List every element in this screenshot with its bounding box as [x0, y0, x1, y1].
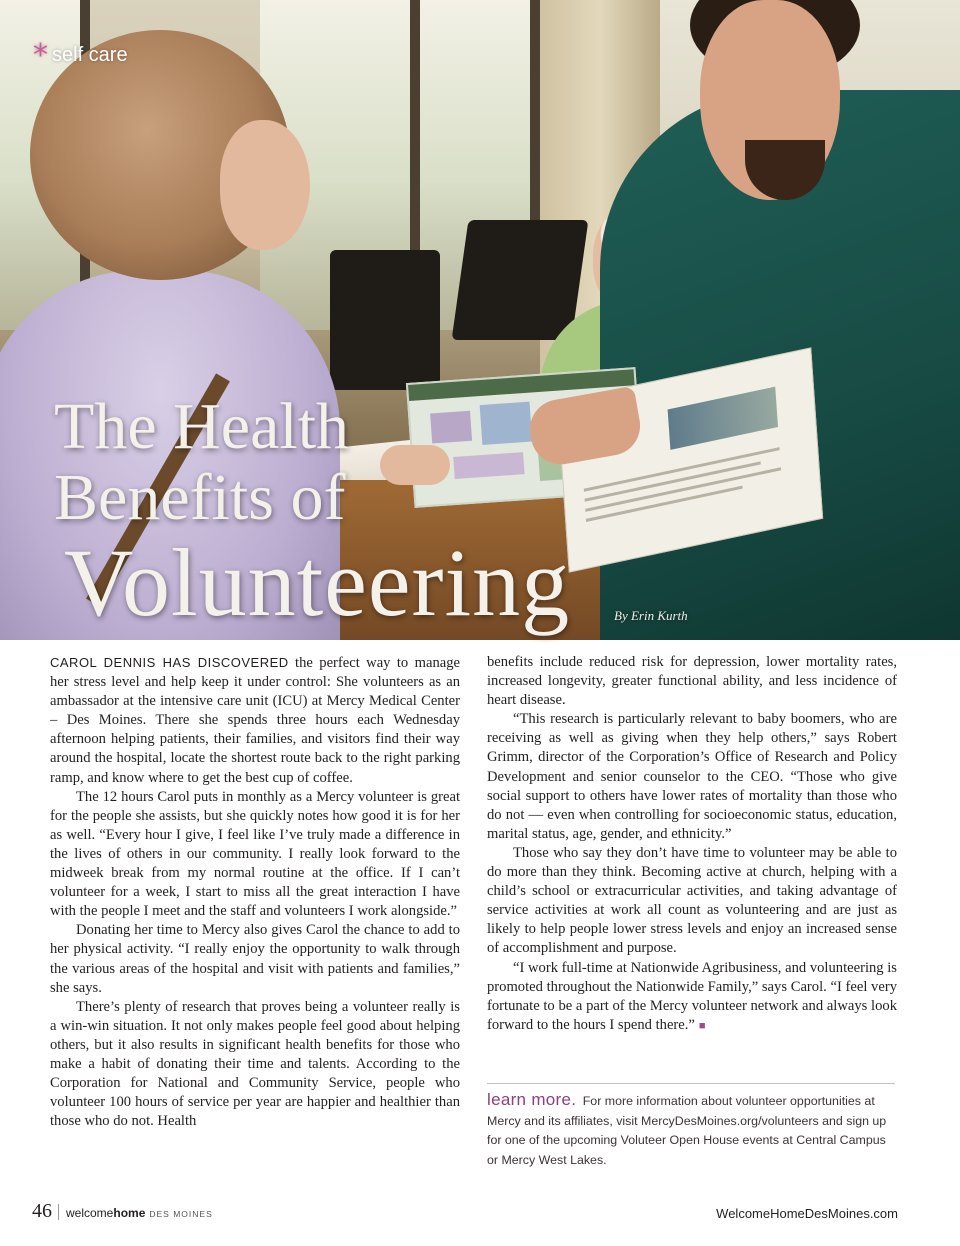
divider — [58, 1204, 59, 1220]
article-column-left — [50, 653, 460, 1131]
page-footer — [32, 1200, 898, 1230]
lead-in: CAROL DENNIS HAS DISCOVERED — [50, 655, 289, 670]
asterisk-icon: * — [33, 37, 48, 73]
pub-city: DES MOINES — [149, 1209, 213, 1219]
woman-volunteer-face — [220, 120, 310, 250]
title-line-1: The Health — [54, 390, 350, 463]
article-title — [54, 390, 571, 636]
website-link[interactable]: WelcomeHomeDesMoines.com — [716, 1206, 898, 1221]
paragraph — [487, 959, 897, 1036]
paragraph: There’s plenty of research that proves being a volunteer really is a win-win situation. It not only makes people feel good about helping others, but it also results in significant health benefits for those who make a habit of donating their time and talents. According to the Corporation for National and Community Service, people who volunteer 100 hours of service per year are happier and healthier than those who do not. Health — [50, 998, 460, 1130]
divider — [487, 1083, 895, 1084]
paragraph-text: the perfect way to manage her stress level and help keep it under control: She volunteers as an ambassador at the intensive care unit (ICU) at Mercy Medical Center – Des Moines. There she spends three hours each Wednesday afternoon helping patients, their families, and visitors find their way around the hospital, locate the shortest route back to the right parking ramp, and know where to get the best cup of coffee. — [50, 655, 460, 786]
title-line-2: Benefits of — [54, 461, 346, 534]
chair — [330, 250, 440, 390]
paragraph — [50, 653, 460, 788]
title-line-3: Volunteering — [64, 529, 571, 636]
page-number: 46 — [32, 1200, 52, 1222]
byline: By Erin Kurth — [614, 608, 688, 623]
chair — [452, 220, 589, 340]
learn-more-box — [487, 1090, 897, 1170]
paragraph: Donating her time to Mercy also gives Carol the chance to add to her physical activity. “I really enjoy the opportunity to walk through the various areas of the hospital and visit with patients and families,” she says. — [50, 922, 460, 996]
learn-more-heading: learn more. — [487, 1090, 577, 1109]
section-label — [33, 37, 128, 73]
learn-more-text: For more information about volunteer opportunities at Mercy and its affiliates, visit MercyDesMoines.org/volunteers and sign up for one of the upcoming Voluteer Open House events at Central Campus or Mercy West Lakes. — [487, 1094, 887, 1167]
paragraph: benefits include reduced risk for depression, lower mortality rates, increased longevity, greater functional ability, and less incidence of heart disease. — [487, 654, 897, 709]
publication-name — [66, 1206, 213, 1220]
paragraph: The 12 hours Carol puts in monthly as a Mercy volunteer is great for the people she assists, but she quickly notes how good it is for her as well. “Every hour I give, I feel like I’ve truly made a difference in the lives of others in our community. I really look forward to the midweek break from my normal routine at the office. If I can’t volunteer for a week, I start to miss all the great interaction I have with the people I meet and the staff and volunteers I work alongside.” — [50, 788, 460, 920]
article-column-right — [487, 653, 897, 1036]
pub-bold: home — [113, 1206, 146, 1220]
pub-prefix: welcome — [66, 1206, 114, 1220]
paragraph: Those who say they don’t have time to volunteer may be able to do more than they think. Becoming active at church, helping with a child’s school or extracurricular activities, and taking advantage of service activities at work all count as volunteering and are just as likely to help people lower stress levels and enjoy an increased sense of accomplishment and purpose. — [487, 844, 897, 957]
section-label-text: self care — [52, 44, 128, 66]
paragraph: “This research is particularly relevant to baby boomers, who are receiving as well as giving when they help others,” says Robert Grimm, director of the Corporation’s Office of Research and Policy Development and senior counselor to the CEO. “Those who give social support to others have lower rates of mortality than those who do not — even when controlling for socioeconomic status, education, marital status, age, gender, and ethnicity.” — [487, 711, 897, 842]
paragraph-text: “I work full-time at Nationwide Agribusiness, and volunteering is promoted throughout the Nationwide Family,” says Carol. “I feel very fortunate to be a part of the Mercy volunteer network and always look forward to the hours I spend there.” — [487, 959, 897, 1033]
end-mark-icon: ■ — [698, 1019, 706, 1032]
